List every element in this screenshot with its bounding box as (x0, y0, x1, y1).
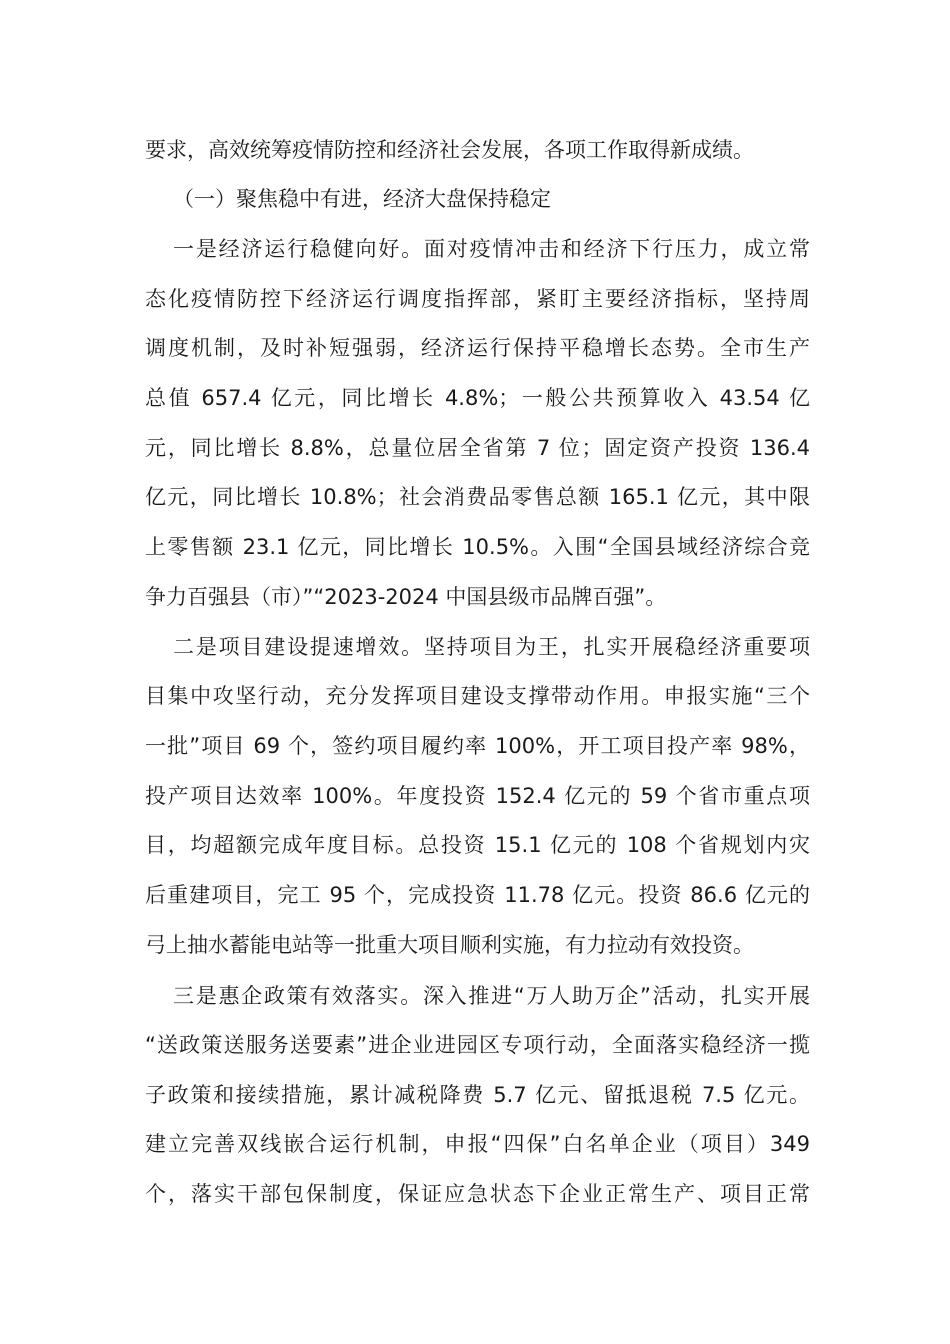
paragraph-3-line-5: 个，落实干部包保制度，保证应急状态下企业正常生产、项目正常 (145, 1182, 810, 1206)
paragraph-1-line-4: 总值 657.4 亿元，同比增长 4.8%；一般公共预算收入 43.54 亿 (145, 386, 810, 410)
paragraph-3-line-4: 建立完善双线嵌合运行机制，申报“四保”白名单企业（项目）349 (145, 1132, 810, 1156)
paragraph-3-line-3: 子政策和接续措施，累计减税降费 5.7 亿元、留抵退税 7.5 亿元。 (145, 1083, 810, 1107)
intro-line: 要求，高效统筹疫情防控和经济社会发展，各项工作取得新成绩。 (145, 138, 754, 162)
paragraph-2-line-4: 投产项目达效率 100%。年度投资 152.4 亿元的 59 个省市重点项 (145, 784, 810, 808)
paragraph-2-line-5: 目，均超额完成年度目标。总投资 15.1 亿元的 108 个省规划内灾 (145, 833, 810, 857)
paragraph-1-line-8: 争力百强县（市）”“2023-2024 中国县级市品牌百强”。 (145, 585, 667, 609)
paragraph-3-line-2: “送政策送服务送要素”进企业进园区专项行动，全面落实稳经济一揽 (145, 1033, 810, 1057)
paragraph-1-line-3: 调度机制，及时补短强弱，经济运行保持平稳增长态势。全市生产 (145, 336, 810, 360)
paragraph-1-line-2: 态化疫情防控下经济运行调度指挥部，紧盯主要经济指标，坚持周 (145, 287, 810, 311)
paragraph-2-line-6: 后重建项目，完工 95 个，完成投资 11.78 亿元。投资 86.6 亿元的 (145, 883, 810, 907)
section-heading: （一）聚焦稳中有进，经济大盘保持稳定 (173, 187, 551, 211)
paragraph-1-line-5: 元，同比增长 8.8%，总量位居全省第 7 位；固定资产投资 136.4 (145, 436, 810, 460)
paragraph-2-line-7: 弓上抽水蓄能电站等一批重大项目顺利实施，有力拉动有效投资。 (145, 933, 754, 957)
paragraph-3-line-1: 三是惠企政策有效落实。深入推进“万人助万企”活动，扎实开展 (173, 984, 810, 1008)
paragraph-1-line-7: 上零售额 23.1 亿元，同比增长 10.5%。入围“全国县域经济综合竞 (145, 535, 810, 559)
paragraph-1-line-1: 一是经济运行稳健向好。面对疫情冲击和经济下行压力，成立常 (173, 237, 810, 261)
paragraph-2-line-2: 目集中攻坚行动，充分发挥项目建设支撑带动作用。申报实施“三个 (145, 684, 810, 708)
paragraph-2-line-1: 二是项目建设提速增效。坚持项目为王，扎实开展稳经济重要项 (173, 635, 810, 659)
paragraph-2-line-3: 一批”项目 69 个，签约项目履约率 100%，开工项目投产率 98%， (145, 734, 810, 758)
paragraph-1-line-6: 亿元，同比增长 10.8%；社会消费品零售总额 165.1 亿元，其中限 (145, 485, 810, 509)
